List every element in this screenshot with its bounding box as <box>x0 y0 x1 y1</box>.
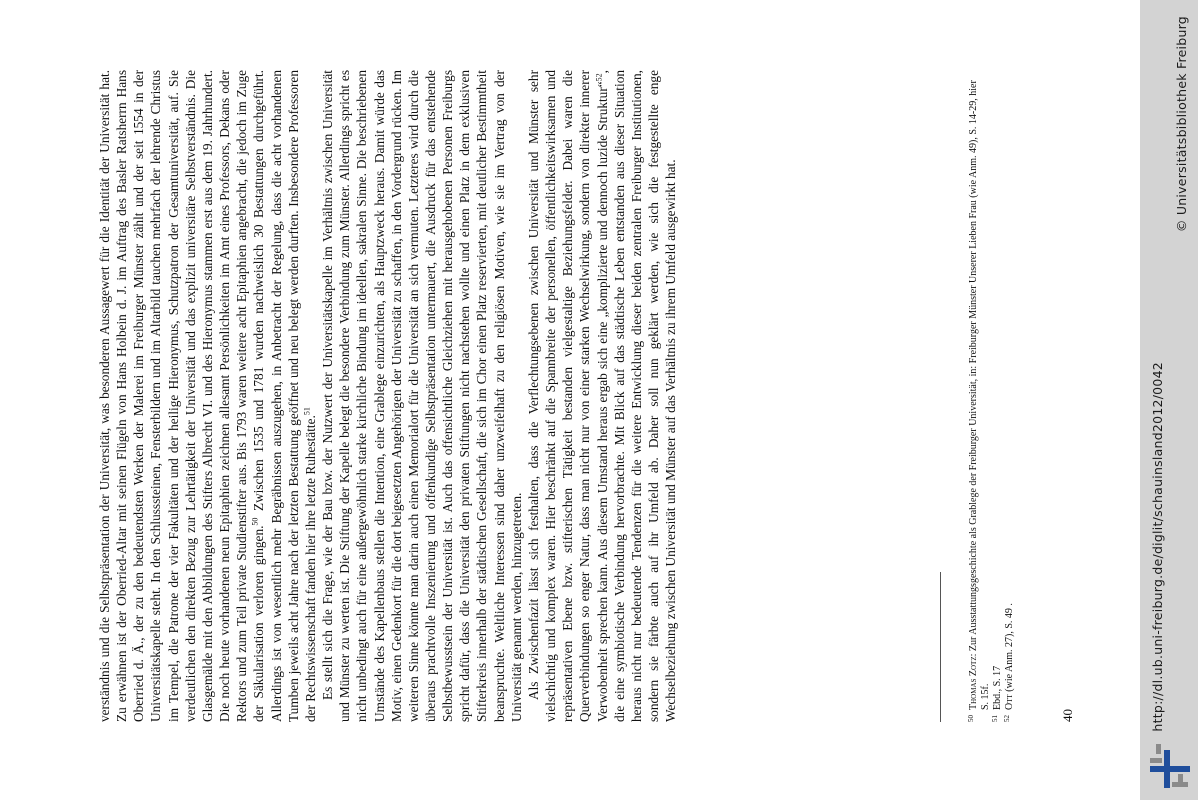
permalink-url[interactable]: http://dl.ub.uni-freiburg.de/diglit/schauinsland2012/0042 <box>1150 362 1165 732</box>
footnote-text: : Zur Ausstattungsgeschichte als Grablege der Freiburger Universität, in: Freiburger Münster Unserer Lieben Frau (wie Anm. 49), S. 14-29, hier S. 15f. <box>968 80 991 710</box>
body-text <box>96 70 936 722</box>
footnote-ref-50[interactable]: 50 <box>250 517 260 526</box>
footnote-52 <box>1004 70 1016 722</box>
footnote-ref-51[interactable]: 51 <box>302 407 312 416</box>
footnote-divider <box>940 572 941 722</box>
logo-bar-gray-mid <box>1150 758 1162 763</box>
logo-bar-blue-cross <box>1150 766 1190 772</box>
footnote-ref-52[interactable]: 52 <box>594 73 604 82</box>
paragraph-3-text-cont: , die eine symbiotische Verbindung hervorbrachte. Mit Blick auf das städtische Leben entstanden aus dieser Situation heraus nicht nur bedeutende Tendenzen für die weitere Entwicklung dieser beiden zentralen Freiburger Institutionen, sondern sie färbte auch auf ihr Umfeld ab. Daher soll nun geklärt werden, wie sich die festgestellte enge Wechselbeziehung zwischen Universität und Münster auf das Verhältnis zu ihrem Umfeld ausgewirkt hat. <box>594 70 679 722</box>
page-number: 40 <box>1060 709 1075 722</box>
footnotes <box>968 70 1016 722</box>
library-sidebar <box>1140 0 1198 800</box>
footnote-author: Thomas Zotz <box>968 656 979 710</box>
paragraph-3-text: Als Zwischenfazit lässt sich festhalten, dass die Verflechtungsebenen zwischen Universität und Münster sehr vielschichtig und komplex waren. Hier beschränkt auf die Spannbreite der personellen, öffentlichkeitswirksamen und repräsentativen Ebene bzw. stifterischen Tätigkeit bestanden vielgestaltige Beziehungsfelder. Dabei waren die Querverbindungen so enger Natur, dass man nicht nur von einer starken Wechselwirkung, sondern von direkter innerer Verwobenheit sprechen kann. Aus diesem Umstand heraus ergab sich eine „komplizierte und dennoch luzide Struktur“ <box>525 70 610 722</box>
footnote-50 <box>968 70 992 722</box>
paragraph-2 <box>319 70 525 722</box>
footnote-text: Ebd., S. 17 <box>992 665 1003 710</box>
footnote-number: 50 <box>967 715 975 722</box>
university-library-logo-icon <box>1148 742 1192 792</box>
paragraph-1 <box>96 70 319 722</box>
logo-bar-gray-bottom <box>1172 782 1188 787</box>
logo-bar-gray-top <box>1156 744 1161 754</box>
footnote-text: (wie Anm. 27), S. 49 . <box>1004 603 1015 695</box>
copyright-notice: © Universitätsbibliothek Freiburg <box>1174 16 1189 233</box>
footnote-author: Ott <box>1004 694 1015 710</box>
paragraph-2-text: Es stellt sich die Frage, wie der Bau bzw. der Nutzwert der Universitätskapelle im Verhältnis zwischen Universität und Münster zu werten ist. Die Stiftung der Kapelle belegt die besondere Verbindung zum Münster. Allerdings spricht es nicht unbedingt auch für eine außergewöhnlich starke kirchliche Bindung im ideellen, sakralen Sinne. Die beschriebenen Umstände des Kapellenbaus stellen die Intention, eine Grablege einzurichten, als Hauptzweck heraus. Damit würde das Motiv, einen Gedenkort für die dort beigesetzten Angehörigen der Universität zu schaffen, in den Vordergrund rücken. Im weiteren Sinne könnte man darin auch einen Memorialort für die Universität an sich vermuten. Letzteres wird durch die überaus prachtvolle Inszenierung und offenkundige Selbstpräsentation untermauert, die Ausdruck für das entstehende Selbstbewusstsein der Universität ist. Auch das offensichtliche Gleichziehen mit herausgehobenen Personen Freiburgs spricht dafür, dass die Universität den privaten Stiftungen nicht nachstehen wollte und einen Platz in dem exklusiven Stifterkreis innerhalb der städtischen Gesellschaft, die sich im Chor einen Platz reservierten, mit deutlicher Bestimmtheit beanspruchte. Weltliche Interessen sind daher unzweifelhaft zu den religiösen Motiven, wie sie im Vertrag von der Universität genannt werden, hinzugetreten. <box>320 70 524 722</box>
sidebar-text <box>1140 0 1198 800</box>
paragraph-3 <box>525 70 679 722</box>
paragraph-1-text-cont: Zwischen 1535 und 1781 wurden nachweislich 30 Bestattungen durchgeführt. Allerdings ist von wesentlich mehr Begräbnissen auszugehen, in Anbetracht der Regelung, dass die acht vorhandenen Tumben jeweils acht Jahre nach der letzten Bestattung geöffnet und neu belegt werden durften. Insbesondere Professoren der Rechtswissenschaft fanden hier ihre letzte Ruhestätte. <box>251 70 318 722</box>
footnote-number: 52 <box>1003 715 1011 722</box>
footnote-number: 51 <box>991 715 999 722</box>
paragraph-1-text: verständnis und die Selbstpräsentation der Universität, was besonderen Aussagewert für die Identität der Universität hat. Zu erwähnen ist der Oberried-Altar mit seinen Flügeln von Hans Holbein d. J. im Auftrag des Basler Ratsherrn Hans Oberried d. Ä., der zu den bedeutendsten Werken der Malerei im Freiburger Münster zählt und der seit 1554 in der Universitätskapelle steht. In den Schlusssteinen, Fensterbildern und im Altarbild tauchen mehrfach der lehrende Christus im Tempel, die Patrone der vier Fakultäten und der heilige Hieronymus, Schutzpatron der Gesamtuniversität, auf. Sie verdeutlichen den direkten Bezug zur Lehrtätigkeit der Universität und das explizit universitäre Selbstverständnis. Die Glasgemälde mit den Abbildungen des Stifters Albrecht VI. und des Hieronymus stammen erst aus dem 19. Jahrhundert. Die noch heute vorhandenen neun Epitaphien zeichnen allesamt Persönlichkeiten im Amt eines Professors, Dekans oder Rektors und zum Teil private Studienstifter aus. Bis 1793 waren weitere acht Epitaphien angebracht, die jedoch im Zuge der Säkularisation verloren gingen. <box>97 70 267 722</box>
footnote-51 <box>992 70 1004 722</box>
